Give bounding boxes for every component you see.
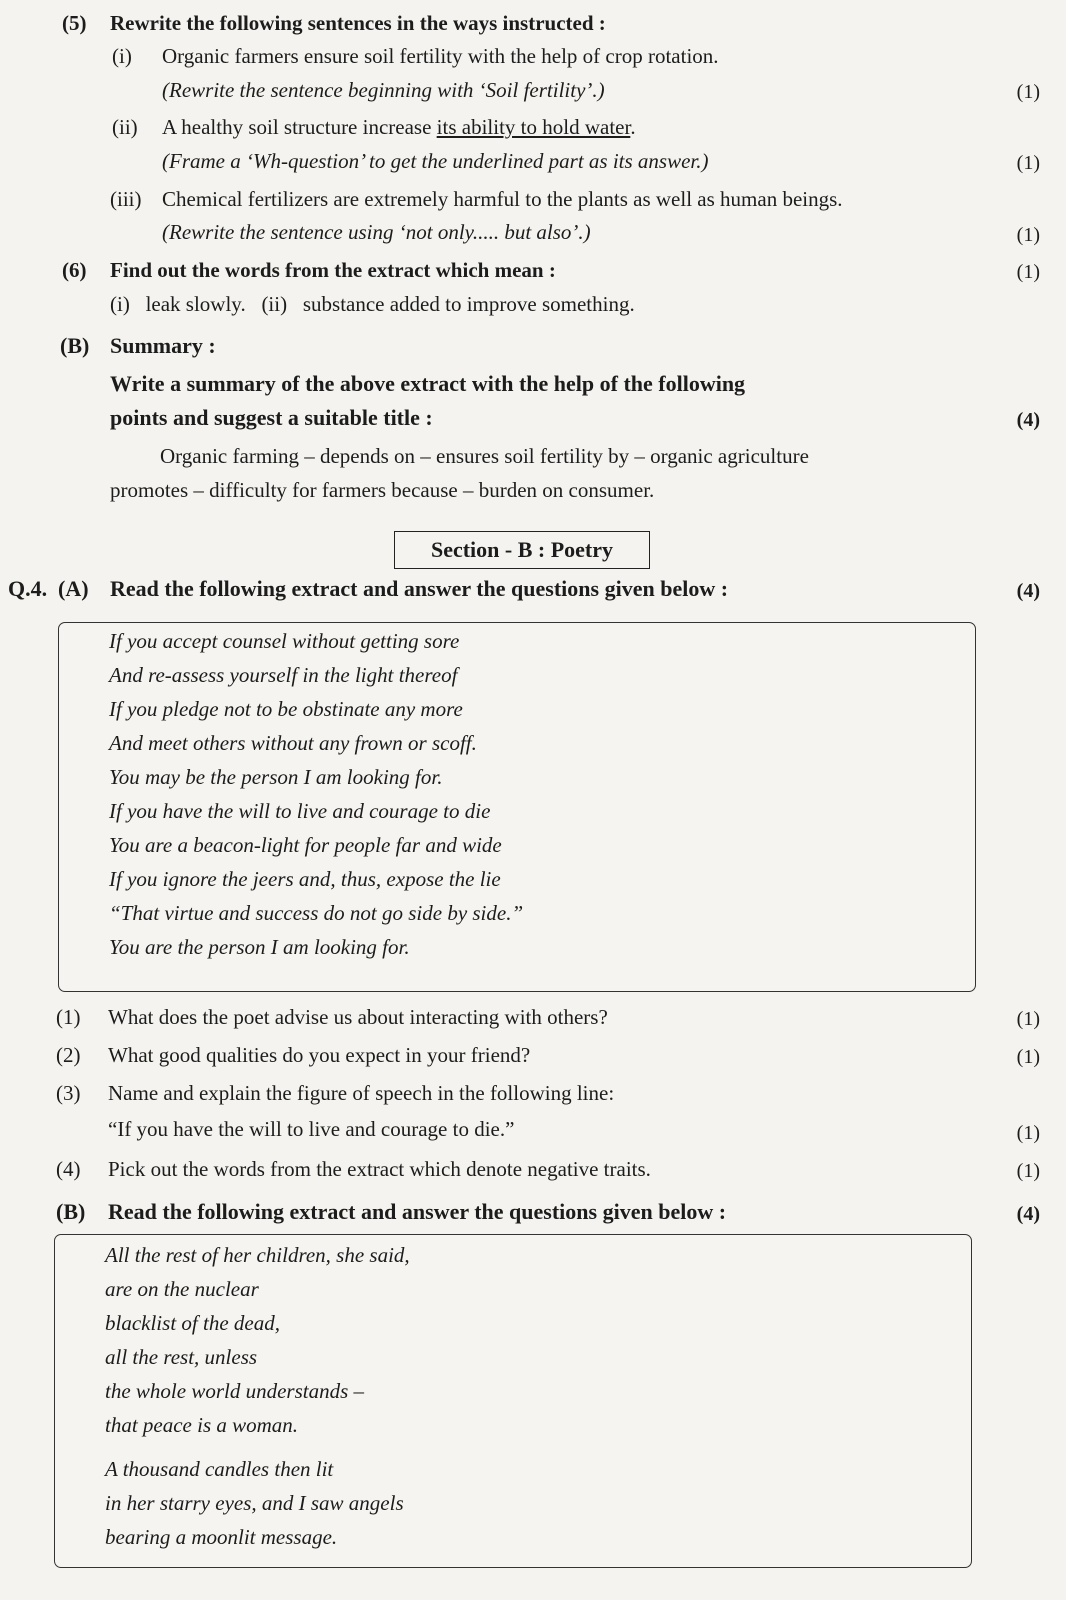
- q4a-q4-num: (4): [56, 1157, 81, 1181]
- q6-heading: Find out the words from the extract which mean :: [110, 258, 556, 282]
- q4a-marks: (4): [1016, 580, 1040, 602]
- q4a-q4-text: Pick out the words from the extract which denote negative traits.: [108, 1157, 651, 1181]
- q6-items: (i) leak slowly. (ii) substance added to improve something.: [110, 292, 635, 316]
- q4a-label: (A): [58, 576, 89, 601]
- q4a-q2-text: What good qualities do you expect in your friend?: [108, 1043, 531, 1067]
- poem-a-line: If you accept counsel without getting sore: [109, 629, 460, 653]
- q5-iii-marks: (1): [1016, 224, 1040, 246]
- q6-marks: (1): [1016, 261, 1040, 283]
- q5-iii-instruction: (Rewrite the sentence using ‘not only..... but also’.): [162, 220, 591, 244]
- poem-a-line: And meet others without any frown or scoff.: [109, 731, 477, 755]
- q5-heading: Rewrite the following sentences in the ways instructed :: [110, 11, 606, 35]
- q6-number: (6): [62, 258, 87, 282]
- poem-b-line: All the rest of her children, she said,: [105, 1243, 410, 1267]
- poem-a-box: [58, 622, 976, 992]
- poem-a-line: And re-assess yourself in the light thereof: [109, 663, 458, 687]
- q4-number: Q.4.: [8, 576, 48, 601]
- summary-points-1: Organic farming – depends on – ensures soil fertility by – organic agriculture: [160, 444, 809, 468]
- q5-iii-num: (iii): [110, 187, 142, 211]
- q5-ii-sentence: [162, 114, 636, 140]
- poem-a-line: You are a beacon-light for people far and wide: [109, 833, 502, 857]
- q4b-label: (B): [56, 1199, 86, 1224]
- q4a-q3-marks: (1): [1016, 1122, 1040, 1144]
- q5-ii-marks: (1): [1016, 152, 1040, 174]
- q4a-q3-quote: “If you have the will to live and courage to die.”: [108, 1117, 515, 1141]
- summary-instruction-1: Write a summary of the above extract with the help of the following: [110, 371, 746, 396]
- q4a-heading: Read the following extract and answer the questions given below :: [110, 576, 729, 601]
- q5-i-instruction: (Rewrite the sentence beginning with ‘Soil fertility’.): [162, 78, 605, 102]
- poem-a-line: You may be the person I am looking for.: [109, 765, 443, 789]
- poem-a-line: You are the person I am looking for.: [109, 935, 410, 959]
- q4b-heading: Read the following extract and answer the questions given below :: [108, 1199, 727, 1224]
- q5-ii-underlined-part: its ability to hold water: [436, 115, 631, 139]
- poem-b-line: A thousand candles then lit: [105, 1457, 334, 1481]
- poem-b-line: in her starry eyes, and I saw angels: [105, 1491, 404, 1515]
- summary-marks: (4): [1016, 409, 1040, 431]
- poem-b-line: bearing a moonlit message.: [105, 1525, 338, 1549]
- poem-a-line: If you pledge not to be obstinate any more: [109, 697, 463, 721]
- poem-a-line: If you ignore the jeers and, thus, expose the lie: [109, 867, 501, 891]
- section-title: Section - B : Poetry: [394, 531, 650, 569]
- poem-b-line: are on the nuclear: [105, 1277, 259, 1301]
- poem-b-box: [54, 1234, 972, 1568]
- q4a-q4-marks: (1): [1016, 1160, 1040, 1182]
- q5-ii-sentence-pre: A healthy soil structure increase: [162, 115, 437, 139]
- poem-a-line: “That virtue and success do not go side by side.”: [109, 901, 524, 925]
- q5-number: (5): [62, 11, 87, 35]
- poem-b-line: that peace is a woman.: [105, 1413, 299, 1437]
- q4a-q2-marks: (1): [1016, 1046, 1040, 1068]
- q5-ii-instruction: (Frame a ‘Wh-question’ to get the underlined part as its answer.): [162, 149, 709, 173]
- poem-a-line: If you have the will to live and courage to die: [109, 799, 491, 823]
- q5-iii-sentence: Chemical fertilizers are extremely harmful to the plants as well as human beings.: [162, 187, 843, 211]
- summary-points-2: promotes – difficulty for farmers because – burden on consumer.: [110, 478, 655, 502]
- q5-i-marks: (1): [1016, 81, 1040, 103]
- q4a-q3-num: (3): [56, 1081, 81, 1105]
- q4a-q2-num: (2): [56, 1043, 81, 1067]
- q4a-q1-num: (1): [56, 1005, 81, 1029]
- q4a-q1-marks: (1): [1016, 1008, 1040, 1030]
- q5-ii-sentence-post: .: [630, 115, 636, 139]
- summary-instruction-2: points and suggest a suitable title :: [110, 405, 433, 430]
- summary-heading: Summary :: [110, 333, 216, 358]
- q5-ii-num: (ii): [112, 115, 138, 139]
- q5-i-num: (i): [112, 44, 132, 68]
- q5-i-sentence: Organic farmers ensure soil fertility with the help of crop rotation.: [162, 44, 719, 68]
- q4b-marks: (4): [1016, 1203, 1040, 1225]
- q4a-q1-text: What does the poet advise us about interacting with others?: [108, 1005, 608, 1029]
- poem-b-line: all the rest, unless: [105, 1345, 258, 1369]
- poem-b-line: the whole world understands –: [105, 1379, 365, 1403]
- summary-label: (B): [60, 333, 90, 358]
- poem-b-line: blacklist of the dead,: [105, 1311, 280, 1335]
- q4a-q3-text: Name and explain the figure of speech in the following line:: [108, 1081, 615, 1105]
